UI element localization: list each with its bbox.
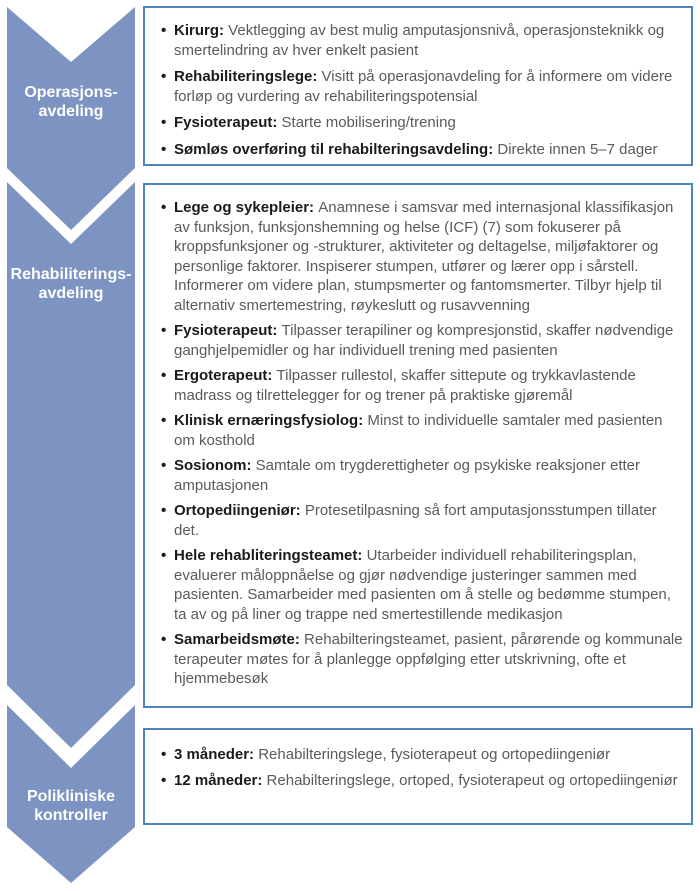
list-item [161, 630, 683, 689]
stage-label-line: avdeling [38, 103, 104, 120]
list-item [161, 456, 683, 495]
item-list [161, 745, 683, 790]
bullet-icon: • [161, 367, 167, 384]
bullet-icon: • [161, 22, 167, 39]
item-term: Fysioterapeut: [174, 114, 282, 131]
bullet-icon: • [161, 140, 167, 158]
item-description: Minst to individuelle samtaler med pasienten om kosthold [174, 412, 663, 449]
detail-box-operasjonsavdeling [143, 6, 693, 166]
bullet-icon: • [161, 199, 167, 216]
item-description: Visitt på operasjonavdeling for å informere om videre forløp og vurdering av rehabiliteringspotensial [174, 68, 673, 105]
item-description: Tilpasser terapiliner og kompresjonstid, skaffer nødvendige ganghjelpemidler og har individuell trening med pasienten [174, 322, 674, 359]
stage-label-line: Polikliniske [26, 788, 116, 805]
bullet-icon: • [161, 412, 167, 429]
stage-label-line: Operasjons- [24, 84, 118, 101]
bullet-icon: • [161, 746, 167, 763]
list-item [161, 21, 683, 60]
item-list [161, 21, 683, 159]
bullet-icon: • [161, 502, 167, 519]
stage-label-line: kontroller [34, 807, 108, 824]
list-item [161, 140, 683, 160]
item-description: Vektlegging av best mulig amputasjonsnivå, operasjonsteknikk og smertelindring av hver enkelt pasient [174, 22, 665, 59]
list-item [161, 501, 683, 540]
item-term: Ortopediingeniør: [174, 502, 305, 519]
bullet-icon: • [161, 547, 167, 564]
list-item [161, 321, 683, 360]
item-description: Tilpasser rullestol, skaffer sittepute og trykkavlastende madrass og tilrettelegger for og trener på praktiske gjøremål [174, 367, 636, 404]
item-term: Rehabiliteringslege: [174, 68, 322, 85]
list-item [161, 411, 683, 450]
stage-label-rehabiliteringsavdeling [7, 265, 135, 303]
item-list [161, 198, 683, 689]
item-term: 12 måneder: [174, 771, 267, 789]
item-term: Ergoterapeut: [174, 367, 277, 384]
item-description: Samtale om trygderettigheter og psykiske reaksjoner etter amputasjonen [174, 457, 641, 494]
item-term: 3 måneder: [174, 746, 259, 763]
item-description: Protesetilpasning så fort amputasjonsstumpen tillater det. [174, 502, 657, 539]
bullet-icon: • [161, 771, 167, 789]
stage-label-operasjonsavdeling [7, 83, 135, 121]
item-term: Fysioterapeut: [174, 322, 282, 339]
item-term: Hele rehabliteringsteamet: [174, 547, 367, 564]
list-item [161, 745, 683, 765]
item-term: Lege og sykepleier: [174, 199, 319, 216]
item-description: Rehabilteringslege, ortoped, fysioterapeut og ortopediingeniør [266, 771, 678, 789]
stage-label-line: avdeling [38, 285, 104, 302]
list-item [161, 366, 683, 405]
bullet-icon: • [161, 68, 167, 85]
detail-box-polikliniske-kontroller [143, 728, 693, 825]
stage-label-polikliniske-kontroller [7, 787, 135, 825]
item-term: Kirurg: [174, 22, 229, 39]
list-item [161, 198, 683, 315]
detail-box-rehabiliteringsavdeling [143, 183, 693, 708]
item-term: Sosionom: [174, 457, 256, 474]
bullet-icon: • [161, 114, 167, 131]
item-description: Rehabilteringsteamet, pasient, pårørende og kommunale terapeuter møtes for å planlegge oppfølging etter utskrivning, ofte et hjemmebesøk [174, 631, 683, 687]
list-item [161, 546, 683, 624]
bullet-icon: • [161, 631, 167, 648]
stage-label-line: Rehabiliterings- [10, 266, 132, 283]
list-item [161, 771, 683, 791]
item-term: Sømløs overføring til rehabilteringsavdeling: [174, 140, 498, 158]
item-description: Utarbeider individuell rehabiliteringsplan, evaluerer måloppnåelse og gjør nødvendige justeringer sammen med pasienten. Samarbeider med pasienten om å stelle og bedømme stumpen, ta av og på liner og trappe ned smertestillende medikasjon [174, 547, 671, 623]
item-description: Starte mobilisering/trening [281, 114, 456, 131]
bullet-icon: • [161, 457, 167, 474]
item-description: Rehabilteringslege, fysioterapeut og ortopediingeniør [258, 746, 611, 763]
item-term: Samarbeidsmøte: [174, 631, 305, 648]
bullet-icon: • [161, 322, 167, 339]
item-description: Anamnese i samsvar med internasjonal klassifikasjon av funksjon, funksjonshemning og helse (ICF) (7) som fokuserer på kroppsfunksjoner og -strukturer, aktiviteter og deltagelse, miljøfaktorer og personlige faktorer. Inspiserer stumpen, utfører og lærer opp i sårstell. Informerer om videre plan, stumpsmerter og fantomsmerter. Tilbyr hjelp til alternativ smertemestring, røykeslutt og rusavvenning [174, 199, 674, 314]
list-item [161, 67, 683, 106]
item-description: Direkte innen 5–7 dager [497, 140, 658, 158]
list-item [161, 113, 683, 133]
item-term: Klinisk ernæringsfysiolog: [174, 412, 368, 429]
